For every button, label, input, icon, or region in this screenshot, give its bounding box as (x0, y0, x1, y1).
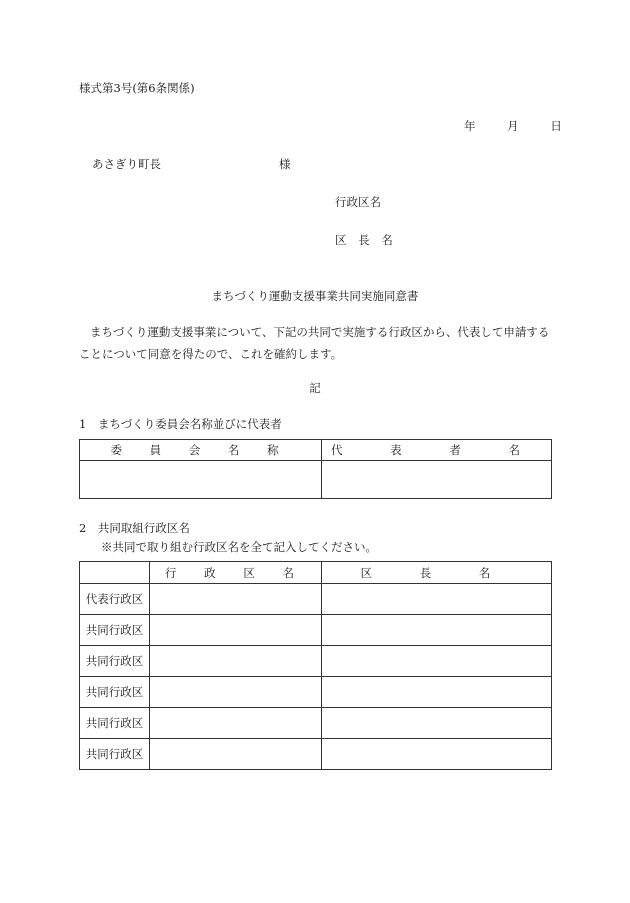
table-row (80, 584, 552, 615)
district-name-cell[interactable] (150, 708, 322, 739)
chief-name-cell[interactable] (322, 708, 552, 739)
committee-name-cell[interactable] (80, 461, 322, 499)
row-label: 共同行政区 (80, 615, 150, 646)
committee-table (79, 439, 552, 499)
ki-marker: 記 (309, 381, 321, 395)
district-name-cell[interactable] (150, 646, 322, 677)
document-body: まちづくり運動支援事業について、下記の共同で実施する行政区から、代表して申請することについて同意を得たので、これを確約します。 (79, 325, 550, 361)
chief-name-cell[interactable] (322, 646, 552, 677)
date-month-label: 月 (507, 119, 519, 133)
chief-name-label: 区 長 名 (335, 233, 397, 247)
section2-heading: 2 共同取組行政区名 (79, 521, 190, 535)
table-row (80, 646, 552, 677)
districts-table (79, 561, 552, 770)
row-label: 共同行政区 (80, 646, 150, 677)
representative-name-cell[interactable] (322, 461, 552, 499)
form-number: 様式第3号(第6条関係) (79, 81, 195, 95)
table-row (80, 677, 552, 708)
date-day-label: 日 (550, 119, 562, 133)
districts-corner-header (80, 562, 150, 584)
chief-name-cell[interactable] (322, 739, 552, 770)
row-label: 共同行政区 (80, 708, 150, 739)
district-name-cell[interactable] (150, 584, 322, 615)
section2-note: ※共同で取り組む行政区名を全て記入してください。 (101, 540, 377, 554)
date-year-label: 年 (464, 119, 476, 133)
district-name-header: 行 政 区 名 (150, 562, 322, 584)
district-name-cell[interactable] (150, 677, 322, 708)
section1-heading: 1 まちづくり委員会名称並びに代表者 (79, 417, 282, 431)
representative-name-header: 代 表 者 名 (322, 440, 552, 461)
table-row (80, 739, 552, 770)
chief-name-cell[interactable] (322, 615, 552, 646)
row-label: 代表行政区 (80, 584, 150, 615)
date-line (464, 118, 562, 134)
table-row (80, 708, 552, 739)
district-name-cell[interactable] (150, 615, 322, 646)
document-title: まちづくり運動支援事業共同実施同意書 (211, 289, 419, 303)
chief-name-cell[interactable] (322, 584, 552, 615)
row-label: 共同行政区 (80, 739, 150, 770)
chief-name-header: 区 長 名 (322, 562, 552, 584)
chief-name-cell[interactable] (322, 677, 552, 708)
row-label: 共同行政区 (80, 677, 150, 708)
district-name-cell[interactable] (150, 739, 322, 770)
table-row (80, 615, 552, 646)
addressee-honorific: 様 (279, 157, 291, 171)
addressee-name: あさぎり町長 (92, 157, 161, 171)
committee-name-header: 委 員 会 名 称 (80, 440, 322, 461)
district-name-label: 行政区名 (335, 195, 381, 209)
